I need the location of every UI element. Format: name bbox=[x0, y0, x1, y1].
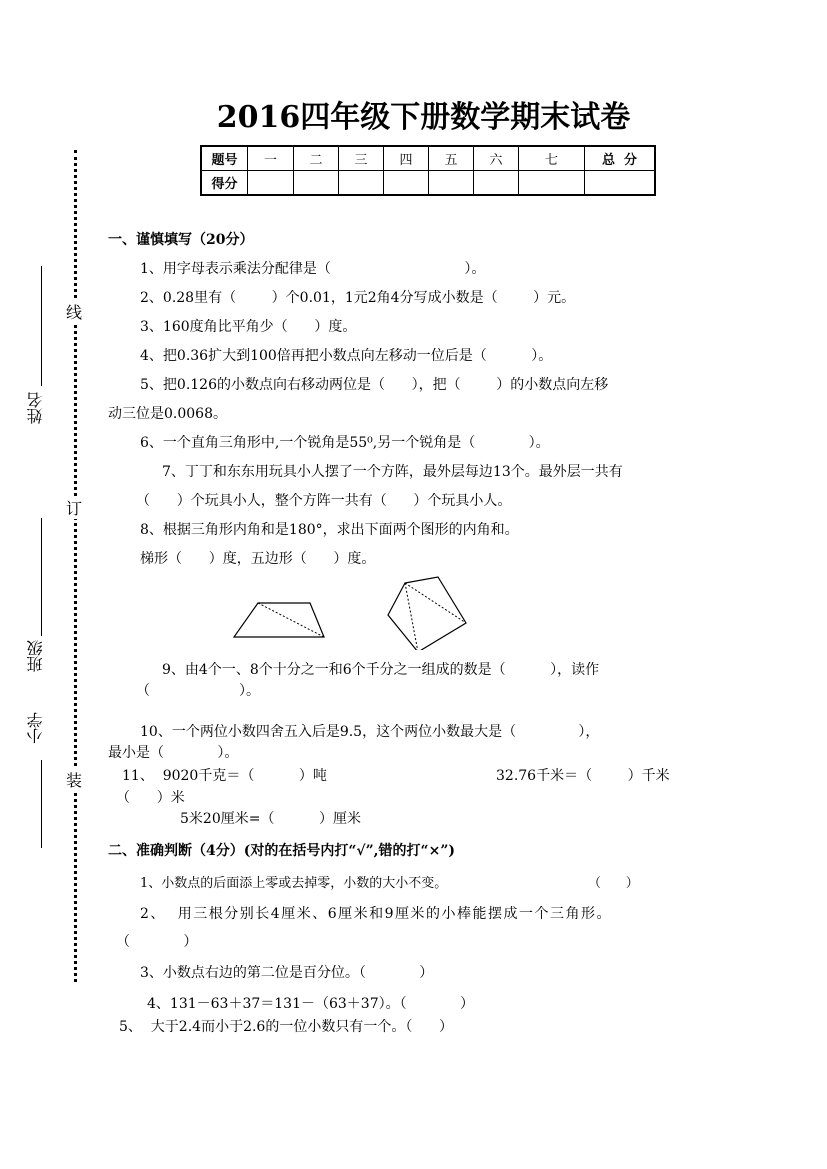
class-label: 班级 bbox=[26, 640, 45, 672]
score-row-label: 得分 bbox=[201, 171, 248, 196]
pentagon-shape bbox=[388, 577, 466, 650]
score-header-cell: 三 bbox=[339, 146, 384, 171]
score-table-score-row bbox=[201, 171, 655, 196]
question-1-7-line1: 7、丁丁和东东用玩具小人摆了一个方阵，最外层每边13个。最外层一共有 bbox=[162, 464, 623, 480]
score-cell[interactable] bbox=[429, 171, 474, 196]
score-table-header-row bbox=[201, 146, 655, 171]
figure-drawings bbox=[230, 575, 480, 650]
score-cell[interactable] bbox=[248, 171, 294, 196]
name-blank-line bbox=[41, 266, 42, 386]
score-cell[interactable] bbox=[339, 171, 384, 196]
question-2-4: 4、131－63＋37＝131－（63＋37）。（ ） bbox=[147, 996, 475, 1012]
question-1-4: 4、把0.36扩大到100倍再把小数点向左移动一位后是（ ）。 bbox=[140, 348, 553, 364]
score-table bbox=[200, 145, 656, 196]
section2-heading: 二、准确判断（4分）(对的在括号内打“√”,错的打“×”) bbox=[108, 843, 456, 859]
question-1-10-line1: 10、一个两位小数四舍五入后是9.5，这个两位小数最大是（ ）， bbox=[140, 724, 600, 740]
score-header-cell: 二 bbox=[294, 146, 339, 171]
section1-heading: 一、谨慎填写（20分） bbox=[108, 232, 254, 248]
class-blank-line bbox=[41, 518, 42, 636]
question-1-11-part1: 11、 9020千克＝（ ）吨 bbox=[122, 768, 327, 784]
score-header-cell: 四 bbox=[384, 146, 429, 171]
school-label: 小学 bbox=[26, 712, 45, 744]
binding-char-zhuang: 装 bbox=[66, 768, 82, 791]
trapezoid-diagonal bbox=[258, 603, 324, 637]
pentagon-diagonal-1 bbox=[405, 583, 466, 623]
score-header-cell: 总 分 bbox=[585, 146, 656, 171]
page-title: 2016四年级下册数学期末试卷 bbox=[216, 100, 631, 135]
question-2-2-line2: （ ） bbox=[116, 934, 198, 950]
score-cell[interactable] bbox=[585, 171, 656, 196]
question-1-5-line1: 5、把0.126的小数点向右移动两位是（ ），把（ ）的小数点向左移 bbox=[140, 377, 609, 393]
name-label: 姓名 bbox=[26, 392, 45, 424]
binding-char-ding: 订 bbox=[66, 496, 82, 519]
score-header-cell: 五 bbox=[429, 146, 474, 171]
score-header-cell: 一 bbox=[248, 146, 294, 171]
pentagon-diagonal-2 bbox=[405, 583, 418, 650]
binding-char-xian: 线 bbox=[66, 300, 82, 323]
question-1-5-line2: 动三位是0.0068。 bbox=[108, 406, 227, 422]
score-cell[interactable] bbox=[384, 171, 429, 196]
question-2-1: 1、小数点的后面添上零或去掉零，小数的大小不变。 bbox=[140, 876, 448, 891]
question-1-10-line2: 最小是（ ）。 bbox=[108, 745, 239, 761]
question-1-3: 3、160度角比平角少（ ）度。 bbox=[140, 319, 357, 335]
score-header-cell: 题号 bbox=[201, 146, 248, 171]
question-1-2: 2、0.28里有（ ）个0.01，1元2角4分写成小数是（ ）元。 bbox=[140, 290, 576, 306]
question-2-1-answer: （ ） bbox=[588, 876, 639, 891]
trapezoid-shape bbox=[234, 603, 324, 637]
score-cell[interactable] bbox=[294, 171, 339, 196]
score-cell[interactable] bbox=[519, 171, 585, 196]
binding-dotted-line bbox=[74, 150, 77, 982]
score-cell[interactable] bbox=[474, 171, 519, 196]
question-1-8-line2: 梯形（ ）度，五边形（ ）度。 bbox=[140, 551, 376, 567]
question-1-1: 1、用字母表示乘法分配律是（ ）。 bbox=[140, 261, 486, 277]
question-1-11-part2: 32.76千米＝（ ）千米 bbox=[496, 768, 670, 784]
question-1-6: 6、一个直角三角形中,一个锐角是55⁰,另一个锐角是（ ）。 bbox=[140, 435, 550, 451]
question-1-11-part3: 5米20厘米=（ ）厘米 bbox=[180, 811, 361, 827]
school-blank-line bbox=[41, 760, 42, 848]
question-1-7-line2: （ ）个玩具小人，整个方阵一共有（ ）个玩具小人。 bbox=[136, 493, 512, 509]
question-1-8-line1: 8、根据三角形内角和是180°，求出下面两个图形的内角和。 bbox=[140, 522, 519, 538]
score-header-cell: 六 bbox=[474, 146, 519, 171]
question-1-11-part2-cont: （ ）米 bbox=[116, 790, 185, 806]
score-header-cell: 七 bbox=[519, 146, 585, 171]
question-2-3: 3、小数点右边的第二位是百分位。（ ） bbox=[140, 965, 434, 981]
question-1-9-line2: （ ）。 bbox=[136, 683, 261, 699]
question-2-5: 5、 大于2.4而小于2.6的一位小数只有一个。（ ） bbox=[119, 1019, 454, 1035]
question-1-9-line1: 9、由4个一、8个十分之一和6个千分之一组成的数是（ ），读作 bbox=[162, 662, 600, 678]
question-2-2-line1: 2、 用三根分别长4厘米、6厘米和9厘米的小棒能摆成一个三角形。 bbox=[140, 906, 613, 922]
